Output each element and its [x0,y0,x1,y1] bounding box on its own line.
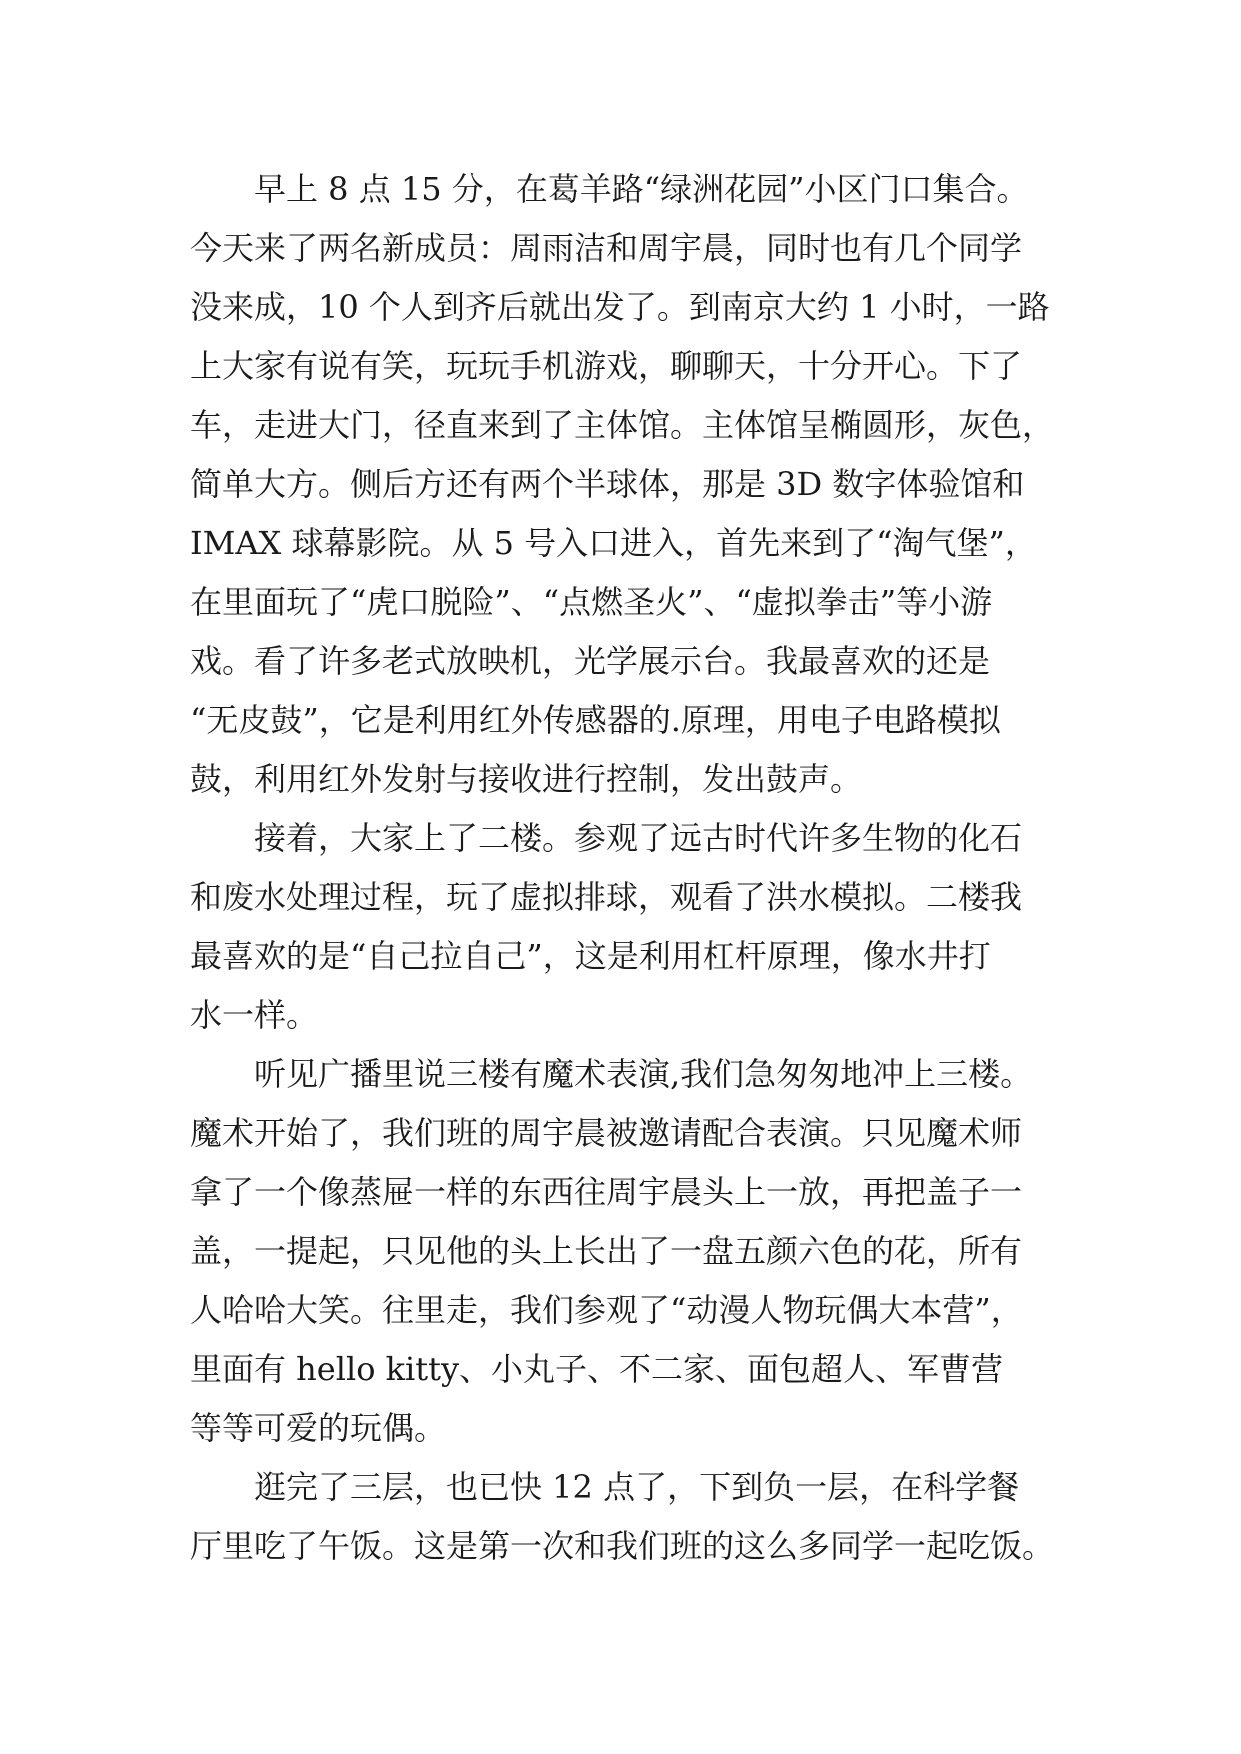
document-body [190,160,1070,1576]
text-line: 等等可爱的玩偶。 [190,1409,447,1447]
text-line: 在里面玩了“虎口脱险”、“点燃圣火”、“虚拟拳击”等小游 [190,583,993,621]
text-line: 里面有 hello kitty、小丸子、不二家、面包超人、军曹营 [190,1350,1004,1388]
text-line: 水一样。 [190,996,319,1034]
text-line: 魔术开始了，我们班的周宇晨被邀请配合表演。只见魔术师 [190,1114,1023,1152]
text-line: 车，走进大门，径直来到了主体馆。主体馆呈椭圆形，灰色， [190,406,1055,444]
text-line: 盖，一提起，只见他的头上长出了一盘五颜六色的花，所有 [190,1232,1023,1270]
paragraph-first-line: 逛完了三层，也已快 12 点了，下到负一层，在科学餐 [254,1468,1020,1506]
text-line: 厅里吃了午饭。这是第一次和我们班的这么多同学一起吃饭。 [190,1527,1055,1565]
text-line: 拿了一个像蒸屉一样的东西往周宇晨头上一放，再把盖子一 [190,1173,1023,1211]
text-line: “无皮鼓”，它是利用红外传感器的.原理，用电子电路模拟 [190,701,1001,739]
text-line: 戏。看了许多老式放映机，光学展示台。我最喜欢的还是 [190,642,991,680]
text-line: 鼓，利用红外发射与接收进行控制，发出鼓声。 [190,760,863,798]
paragraph-first-line: 听见广播里说三楼有魔术表演,我们急匆匆地冲上三楼。 [254,1055,1033,1093]
paragraph-first-line: 接着，大家上了二楼。参观了远古时代许多生物的化石 [254,819,1023,857]
text-line: 没来成，10 个人到齐后就出发了。到南京大约 1 小时，一路 [190,288,1050,326]
text-line: IMAX 球幕影院。从 5 号入口进入，首先来到了“淘气堡”， [190,524,1037,562]
text-line: 简单大方。侧后方还有两个半球体，那是 3D 数字体验馆和 [190,465,1025,503]
text-line: 今天来了两名新成员：周雨洁和周宇晨，同时也有几个同学 [190,229,1023,267]
text-line: 和废水处理过程，玩了虚拟排球，观看了洪水模拟。二楼我 [190,878,1023,916]
text-line: 最喜欢的是“自己拉自己”，这是利用杠杆原理，像水井打 [190,937,991,975]
text-line: 人哈哈大笑。往里走，我们参观了“动漫人物玩偶大本营”， [190,1291,1023,1329]
text-line: 上大家有说有笑，玩玩手机游戏，聊聊天，十分开心。下了 [190,347,1023,385]
paragraph-first-line: 早上 8 点 15 分，在葛羊路“绿洲花园”小区门口集合。 [254,170,1029,208]
